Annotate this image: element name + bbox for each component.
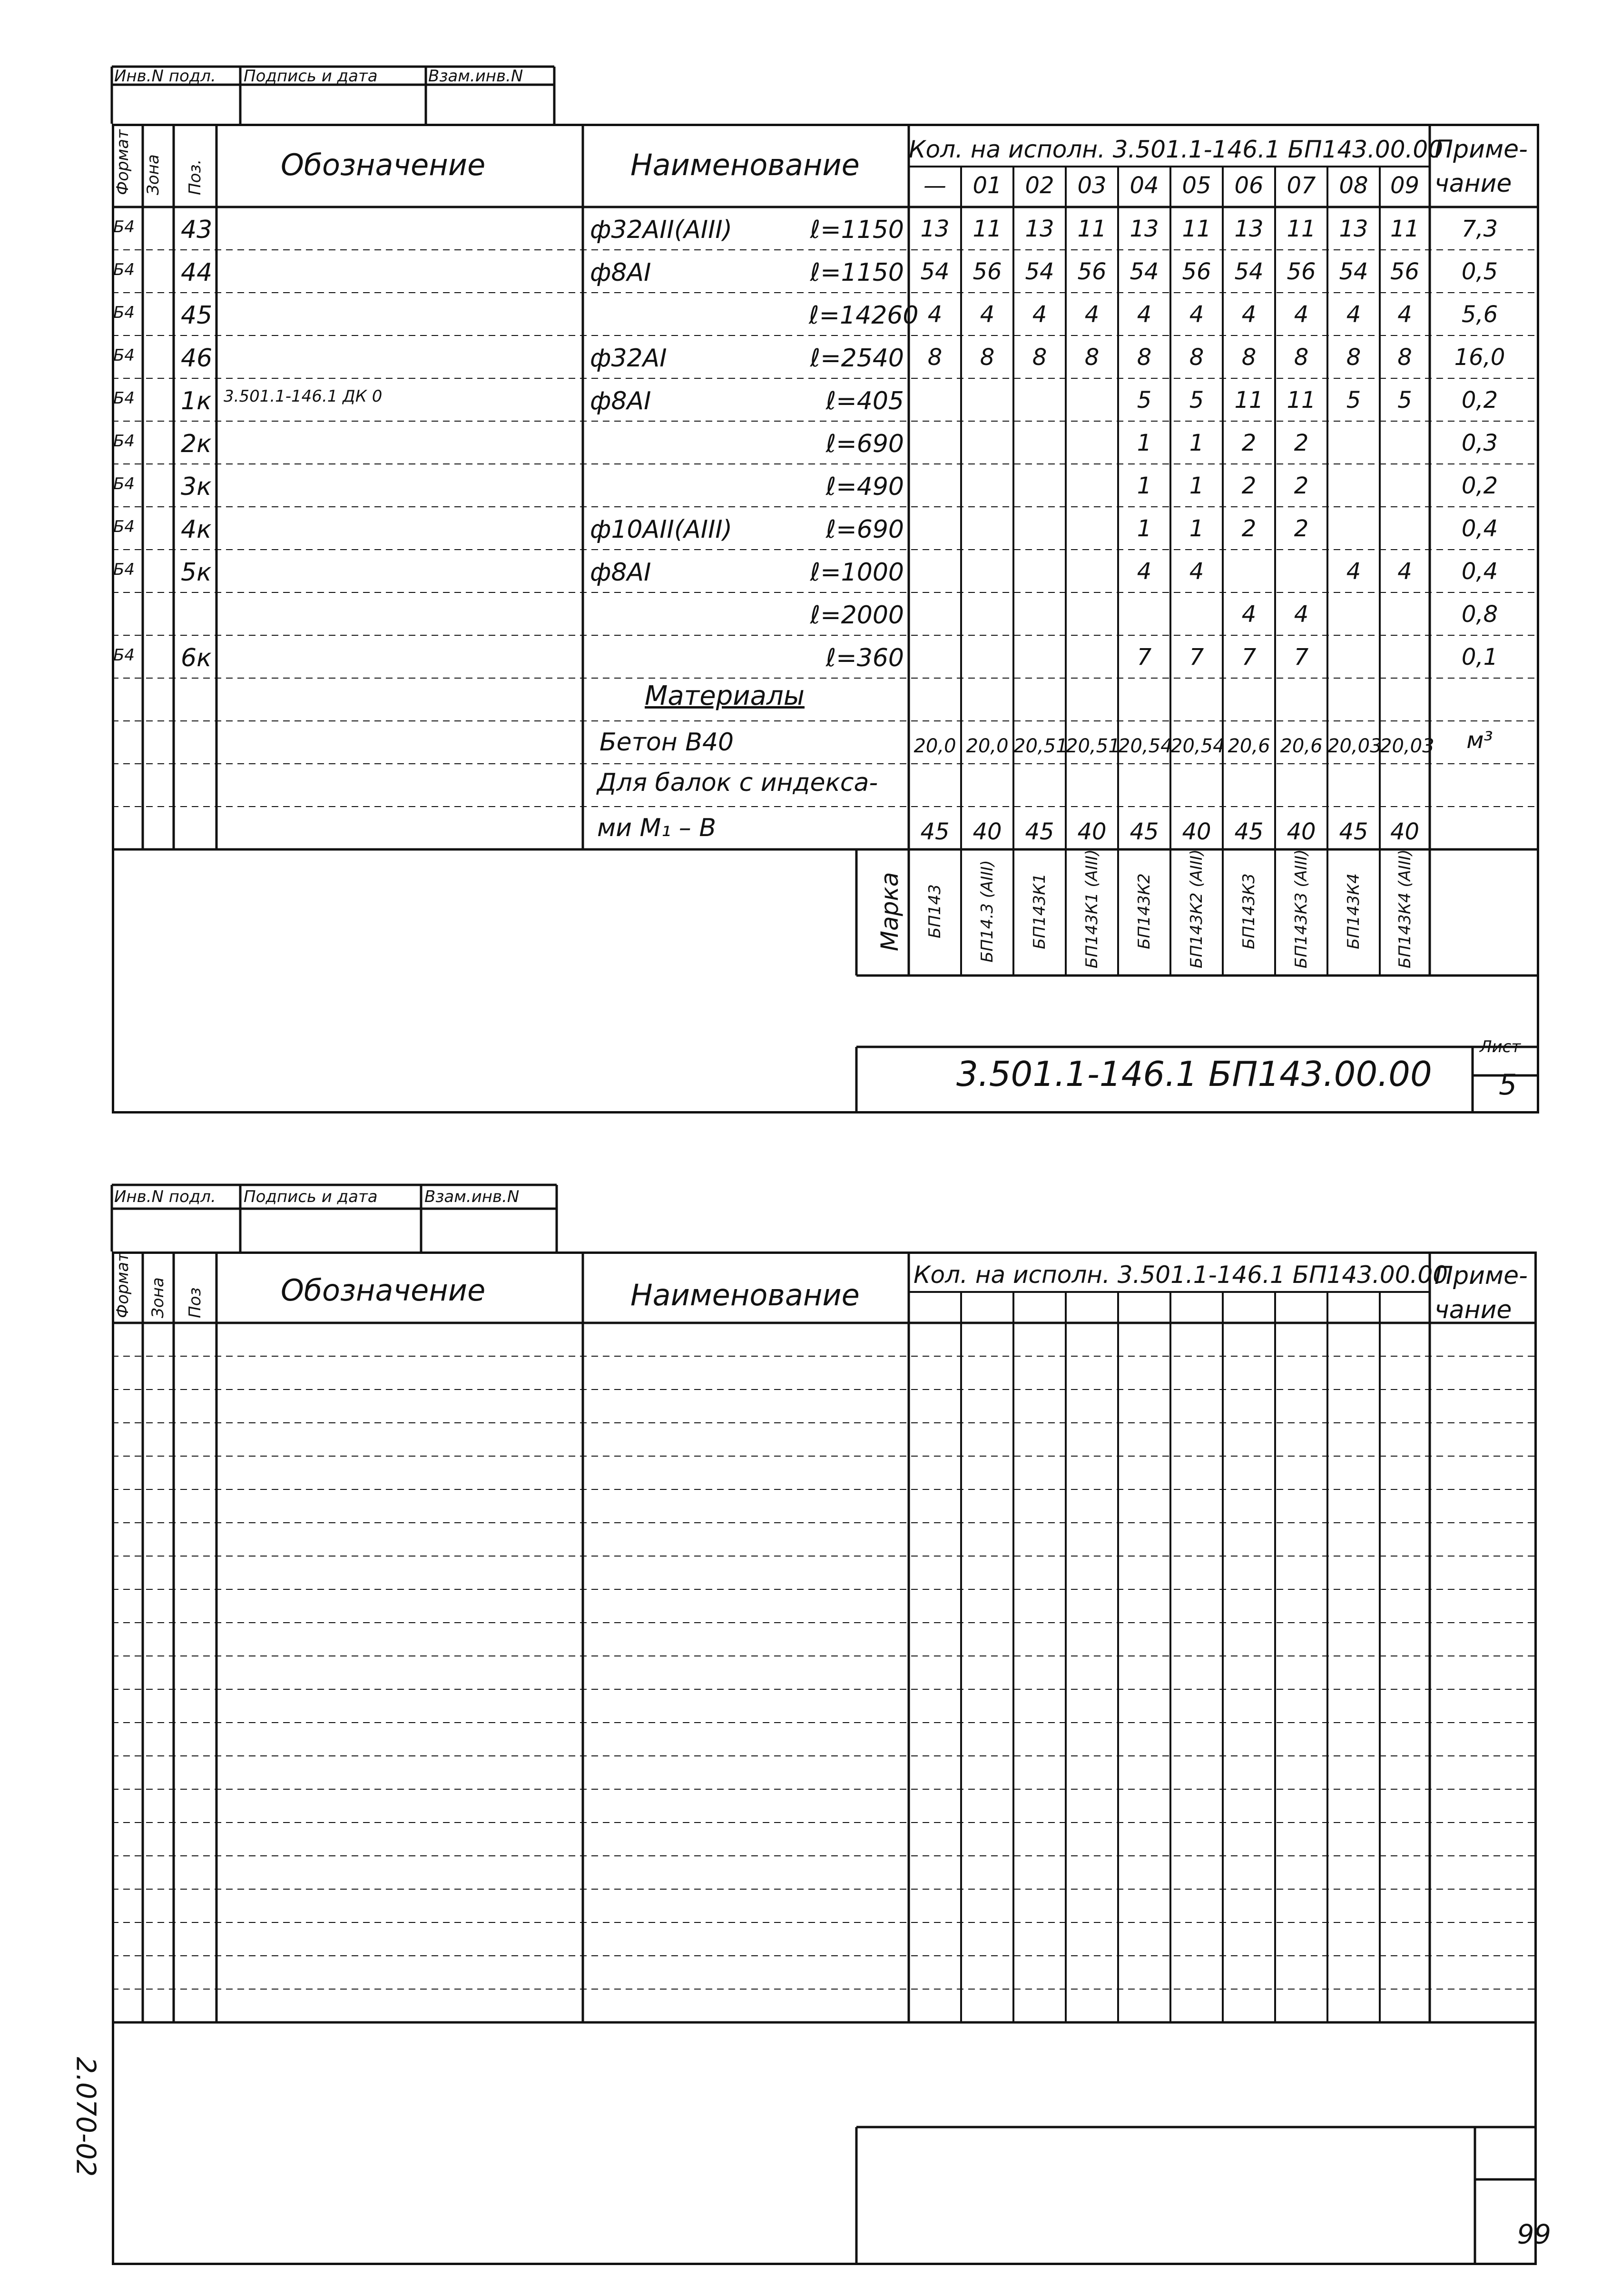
mark-label: БП143К4 bbox=[1344, 873, 1363, 949]
mark-label: БП14.3 (АIII) bbox=[978, 860, 997, 963]
row-qty: 1 bbox=[1189, 473, 1204, 499]
row-qty: 7 bbox=[1241, 644, 1257, 670]
concrete-name: Бетон В40 bbox=[599, 728, 734, 757]
row-qty: 11 bbox=[1234, 387, 1264, 414]
row-qty: 4 bbox=[1294, 601, 1309, 628]
row-qty: 56 bbox=[973, 258, 1002, 285]
row-qty: 4 bbox=[1084, 301, 1100, 328]
index-qty: 40 bbox=[973, 818, 1002, 845]
row-designation: 3.501.1-146.1 ДК 0 bbox=[224, 387, 383, 406]
row-length: ℓ=1150 bbox=[810, 258, 904, 287]
concrete-qty: 20,54 bbox=[1118, 735, 1173, 757]
row-name: ф10АII(АIII) bbox=[590, 515, 733, 544]
index-qty: 45 bbox=[1339, 818, 1368, 845]
row-qty: 8 bbox=[1137, 344, 1152, 371]
row-qty: 2 bbox=[1294, 430, 1309, 456]
row-qty: 1 bbox=[1189, 515, 1204, 542]
row-qty: 1 bbox=[1137, 473, 1152, 499]
row-qty: 4 bbox=[1137, 558, 1152, 585]
row-length: ℓ=2540 bbox=[810, 344, 904, 373]
row-format: Б4 bbox=[113, 474, 135, 493]
mark-label: БП143К3 (АIII) bbox=[1292, 849, 1311, 968]
row-qty: 7 bbox=[1189, 644, 1204, 670]
row-qty: 4 bbox=[1397, 558, 1412, 585]
row-name: ф8АI bbox=[590, 387, 651, 415]
header-designation: Обозначение bbox=[281, 148, 486, 182]
row-note: 0,4 bbox=[1461, 515, 1498, 542]
bottom-stamp-sign-label: Подпись и дата bbox=[244, 1187, 378, 1206]
variant-4: 04 bbox=[1130, 172, 1159, 199]
row-format: Б4 bbox=[113, 217, 135, 236]
stamp-inv-label: Инв.N подл. bbox=[114, 67, 216, 86]
concrete-qty: 20,0 bbox=[914, 735, 956, 757]
header-zone: Зона bbox=[144, 154, 163, 195]
bottom-sheet-number: 66 bbox=[1517, 2217, 1551, 2248]
row-length: ℓ=690 bbox=[825, 430, 904, 458]
row-name: ф8АI bbox=[590, 558, 651, 587]
row-position: 3к bbox=[181, 473, 212, 501]
row-qty: 4 bbox=[1397, 301, 1412, 328]
row-qty: 13 bbox=[920, 216, 950, 242]
mark-label: БП143К1 bbox=[1030, 873, 1049, 949]
row-note: 0,3 bbox=[1461, 430, 1498, 456]
row-name: ф8АI bbox=[590, 258, 651, 287]
concrete-qty: 20,0 bbox=[966, 735, 1009, 757]
row-length: ℓ=2000 bbox=[810, 601, 904, 630]
marka-label: Марка bbox=[876, 872, 904, 951]
index-qty: 45 bbox=[920, 818, 950, 845]
row-qty: 11 bbox=[1287, 387, 1316, 414]
row-qty: 4 bbox=[1241, 601, 1257, 628]
row-format: Б4 bbox=[113, 389, 135, 408]
row-qty: 4 bbox=[927, 301, 943, 328]
materials-title: Материалы bbox=[645, 680, 805, 711]
index-qty: 40 bbox=[1182, 818, 1211, 845]
row-qty: 56 bbox=[1390, 258, 1420, 285]
bottom-header-zone: Зона bbox=[148, 1277, 167, 1318]
row-qty: 7 bbox=[1294, 644, 1309, 670]
bottom-header-pos: Поз bbox=[186, 1287, 205, 1318]
mark-label: БП143К3 bbox=[1239, 873, 1258, 949]
bottom-header-name: Наименование bbox=[630, 1278, 860, 1312]
row-note: 0,2 bbox=[1461, 473, 1498, 499]
mark-label: БП143К2 (АIII) bbox=[1187, 849, 1206, 968]
mark-label: БП143К2 bbox=[1135, 873, 1154, 949]
row-qty: 54 bbox=[1130, 258, 1159, 285]
index-qty: 40 bbox=[1077, 818, 1107, 845]
row-length: ℓ=360 bbox=[825, 644, 904, 672]
row-qty: 4 bbox=[1241, 301, 1257, 328]
concrete-qty: 20,51 bbox=[1066, 735, 1120, 757]
row-format: Б4 bbox=[113, 560, 135, 579]
row-qty: 56 bbox=[1287, 258, 1316, 285]
row-qty: 11 bbox=[1077, 216, 1107, 242]
row-qty: 2 bbox=[1241, 430, 1257, 456]
row-note: 16,0 bbox=[1454, 344, 1505, 371]
bottom-stamp-replace-label: Взам.инв.N bbox=[424, 1187, 520, 1206]
row-qty: 8 bbox=[1189, 344, 1204, 371]
row-position: 2к bbox=[181, 430, 212, 458]
row-qty: 13 bbox=[1234, 216, 1264, 242]
row-qty: 11 bbox=[1390, 216, 1420, 242]
row-qty: 4 bbox=[980, 301, 995, 328]
mark-label: БП143 bbox=[925, 884, 944, 938]
row-position: 46 bbox=[181, 344, 213, 373]
row-format: Б4 bbox=[113, 646, 135, 665]
row-name: ф32АII(АIII) bbox=[590, 216, 733, 244]
row-note: 0,8 bbox=[1461, 601, 1498, 628]
row-length: ℓ=1150 bbox=[810, 216, 904, 244]
row-length: ℓ=490 bbox=[825, 473, 904, 501]
index-line-2: ми М₁ – В bbox=[597, 814, 716, 842]
stamp-replace-label: Взам.инв.N bbox=[428, 67, 523, 86]
variant-6: 06 bbox=[1234, 172, 1264, 199]
row-position: 45 bbox=[181, 301, 213, 330]
row-position: 1к bbox=[181, 387, 212, 415]
concrete-qty: 20,51 bbox=[1013, 735, 1068, 757]
row-qty: 4 bbox=[1032, 301, 1047, 328]
row-qty: 4 bbox=[1294, 301, 1309, 328]
row-qty: 54 bbox=[1025, 258, 1054, 285]
row-note: 0,2 bbox=[1461, 387, 1498, 414]
row-position: 44 bbox=[181, 258, 213, 287]
variant-9: 09 bbox=[1390, 172, 1420, 199]
header-pos: Поз. bbox=[186, 159, 205, 195]
concrete-qty: 20,54 bbox=[1170, 735, 1225, 757]
index-qty: 45 bbox=[1130, 818, 1159, 845]
row-note: 0,4 bbox=[1461, 558, 1498, 585]
row-format: Б4 bbox=[113, 346, 135, 365]
row-qty: 4 bbox=[1346, 301, 1361, 328]
index-qty: 45 bbox=[1025, 818, 1054, 845]
row-qty: 13 bbox=[1025, 216, 1054, 242]
variant-3: 03 bbox=[1077, 172, 1107, 199]
bottom-stamp-inv-label: Инв.N подл. bbox=[114, 1187, 216, 1206]
variant-0: — bbox=[923, 172, 946, 199]
row-qty: 5 bbox=[1137, 387, 1152, 414]
row-qty: 8 bbox=[927, 344, 943, 371]
row-position: 5к bbox=[181, 558, 212, 587]
bottom-header-note: Приме-чание bbox=[1434, 1261, 1528, 1324]
header-note: Приме-чание bbox=[1434, 135, 1528, 198]
row-qty: 8 bbox=[1084, 344, 1100, 371]
title-code: 3.501.1-146.1 БП143.00.00 bbox=[956, 1054, 1432, 1094]
row-qty: 7 bbox=[1137, 644, 1152, 670]
row-qty: 1 bbox=[1137, 515, 1152, 542]
row-qty: 11 bbox=[1182, 216, 1211, 242]
row-qty: 8 bbox=[1032, 344, 1047, 371]
row-name: ф32АI bbox=[590, 344, 667, 373]
header-qty-title: Кол. на исполн. 3.501.1-146.1 БП143.00.00 bbox=[909, 136, 1444, 163]
sheet-number: 5 bbox=[1499, 1068, 1517, 1102]
row-qty: 2 bbox=[1294, 515, 1309, 542]
row-qty: 4 bbox=[1189, 301, 1204, 328]
row-qty: 54 bbox=[920, 258, 950, 285]
variant-7: 07 bbox=[1287, 172, 1316, 199]
concrete-qty: 20,03 bbox=[1327, 735, 1382, 757]
row-qty: 2 bbox=[1241, 473, 1257, 499]
bottom-header-format: Формат bbox=[113, 1252, 132, 1318]
row-format: Б4 bbox=[113, 260, 135, 279]
variant-5: 05 bbox=[1182, 172, 1211, 199]
side-note: 2.070-02 bbox=[70, 2057, 101, 2177]
row-qty: 54 bbox=[1234, 258, 1264, 285]
bottom-header-designation: Обозначение bbox=[281, 1273, 486, 1308]
row-note: 7,3 bbox=[1461, 216, 1498, 242]
row-qty: 56 bbox=[1182, 258, 1211, 285]
mark-label: БП143К1 (АIII) bbox=[1082, 849, 1101, 968]
row-qty: 11 bbox=[1287, 216, 1316, 242]
row-note: 0,1 bbox=[1461, 644, 1498, 670]
row-note: 5,6 bbox=[1461, 301, 1498, 328]
row-position: 6к bbox=[181, 644, 212, 672]
row-qty: 8 bbox=[980, 344, 995, 371]
row-qty: 13 bbox=[1130, 216, 1159, 242]
row-qty: 4 bbox=[1137, 301, 1152, 328]
row-qty: 54 bbox=[1339, 258, 1368, 285]
row-format: Б4 bbox=[113, 303, 135, 322]
index-qty: 45 bbox=[1234, 818, 1264, 845]
row-qty: 1 bbox=[1137, 430, 1152, 456]
index-qty: 40 bbox=[1287, 818, 1316, 845]
concrete-qty: 20,6 bbox=[1280, 735, 1323, 757]
variant-1: 01 bbox=[973, 172, 1002, 199]
row-qty: 8 bbox=[1241, 344, 1257, 371]
row-qty: 1 bbox=[1189, 430, 1204, 456]
row-qty: 5 bbox=[1346, 387, 1361, 414]
row-qty: 56 bbox=[1077, 258, 1107, 285]
concrete-note: м³ bbox=[1466, 727, 1493, 754]
row-length: ℓ=1000 bbox=[810, 558, 904, 587]
row-position: 43 bbox=[181, 216, 213, 244]
mark-label: БП143К4 (АIII) bbox=[1395, 849, 1415, 968]
index-qty: 40 bbox=[1390, 818, 1420, 845]
concrete-qty: 20,6 bbox=[1228, 735, 1270, 757]
row-qty: 5 bbox=[1189, 387, 1204, 414]
row-qty: 5 bbox=[1397, 387, 1412, 414]
row-length: ℓ=405 bbox=[825, 387, 904, 415]
sheet-label: Лист bbox=[1480, 1037, 1521, 1056]
row-qty: 11 bbox=[973, 216, 1002, 242]
variant-8: 08 bbox=[1339, 172, 1368, 199]
row-qty: 13 bbox=[1339, 216, 1368, 242]
row-position: 4к bbox=[181, 515, 212, 544]
header-name: Наименование bbox=[630, 148, 860, 182]
index-line-1: Для балок с индекса- bbox=[597, 769, 878, 797]
row-format: Б4 bbox=[113, 432, 135, 451]
header-format: Формат bbox=[113, 129, 132, 195]
row-qty: 4 bbox=[1189, 558, 1204, 585]
row-note: 0,5 bbox=[1461, 258, 1498, 285]
row-qty: 2 bbox=[1241, 515, 1257, 542]
row-qty: 4 bbox=[1346, 558, 1361, 585]
stamp-sign-label: Подпись и дата bbox=[244, 67, 378, 86]
variant-2: 02 bbox=[1025, 172, 1054, 199]
row-length: ℓ=14260 bbox=[809, 301, 919, 330]
row-qty: 2 bbox=[1294, 473, 1309, 499]
row-format: Б4 bbox=[113, 517, 135, 536]
row-qty: 8 bbox=[1346, 344, 1361, 371]
concrete-qty: 20,03 bbox=[1380, 735, 1434, 757]
row-qty: 8 bbox=[1397, 344, 1412, 371]
row-qty: 8 bbox=[1294, 344, 1309, 371]
row-length: ℓ=690 bbox=[825, 515, 904, 544]
bottom-header-qty-title: Кол. на исполн. 3.501.1-146.1 БП143.00.00 bbox=[914, 1261, 1448, 1289]
